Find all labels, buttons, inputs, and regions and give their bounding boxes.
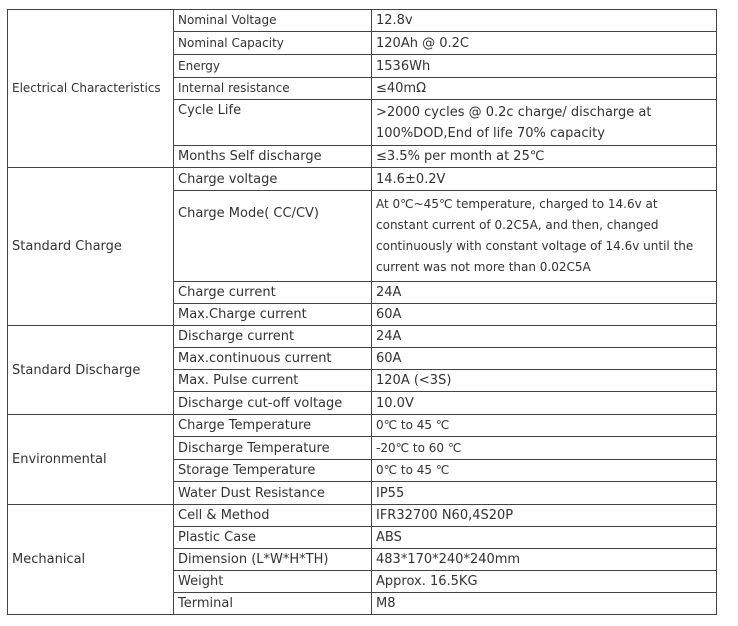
param-value: Approx. 16.5KG xyxy=(372,571,717,593)
param-name: Weight xyxy=(174,571,372,593)
param-name: Discharge current xyxy=(174,326,372,348)
param-name: Terminal xyxy=(174,593,372,615)
param-value: 10.0V xyxy=(372,392,717,415)
battery-spec-table xyxy=(7,9,717,615)
param-name: Water Dust Resistance xyxy=(174,482,372,505)
table-row xyxy=(8,168,717,191)
param-value: ≤40mΩ xyxy=(372,78,717,100)
param-name: Cell & Method xyxy=(174,505,372,527)
param-name: Max.Charge current xyxy=(174,304,372,326)
category-environmental: Environmental xyxy=(8,415,174,505)
category-standard-discharge: Standard Discharge xyxy=(8,326,174,415)
param-name: Cycle Life xyxy=(174,100,372,146)
param-value: 0℃ to 45 ℃ xyxy=(372,460,717,482)
param-name: Discharge cut-off voltage xyxy=(174,392,372,415)
param-name: Nominal Capacity xyxy=(174,32,372,55)
param-value: 120A (<3S) xyxy=(372,370,717,392)
param-value: 14.6±0.2V xyxy=(372,168,717,191)
table-row xyxy=(8,505,717,527)
param-value: At 0℃~45℃ temperature, charged to 14.6v at constant current of 0.2C5A, and then, changed continuously with constant voltage of 14.6v until the current was not more than 0.02C5A xyxy=(372,191,717,282)
param-name: Charge current xyxy=(174,282,372,304)
param-value: IFR32700 N60,4S20P xyxy=(372,505,717,527)
param-name: Charge Temperature xyxy=(174,415,372,437)
param-value: 12.8v xyxy=(372,10,717,32)
param-name: Max. Pulse current xyxy=(174,370,372,392)
param-name: Plastic Case xyxy=(174,527,372,549)
param-name: Energy xyxy=(174,55,372,78)
category-electrical: Electrical Characteristics xyxy=(8,10,174,168)
param-name: Discharge Temperature xyxy=(174,437,372,460)
param-value: -20℃ to 60 ℃ xyxy=(372,437,717,460)
category-mechanical: Mechanical xyxy=(8,505,174,615)
param-value: ABS xyxy=(372,527,717,549)
table-row xyxy=(8,326,717,348)
param-value: 120Ah @ 0.2C xyxy=(372,32,717,55)
param-name: Internal resistance xyxy=(174,78,372,100)
param-value: 483*170*240*240mm xyxy=(372,549,717,571)
param-name: Charge voltage xyxy=(174,168,372,191)
param-value: 24A xyxy=(372,282,717,304)
param-name: Nominal Voltage xyxy=(174,10,372,32)
param-value: 60A xyxy=(372,348,717,370)
param-name: Charge Mode( CC/CV) xyxy=(174,191,372,282)
param-value: M8 xyxy=(372,593,717,615)
param-value: ≤3.5% per month at 25℃ xyxy=(372,146,717,168)
param-value: 60A xyxy=(372,304,717,326)
category-standard-charge: Standard Charge xyxy=(8,168,174,326)
param-name: Max.continuous current xyxy=(174,348,372,370)
param-name: Months Self discharge xyxy=(174,146,372,168)
table-row xyxy=(8,10,717,32)
table-row xyxy=(8,415,717,437)
param-value: >2000 cycles @ 0.2c charge/ discharge at 100%DOD,End of life 70% capacity xyxy=(372,100,717,146)
param-value: 24A xyxy=(372,326,717,348)
param-name: Dimension (L*W*H*TH) xyxy=(174,549,372,571)
param-value: 1536Wh xyxy=(372,55,717,78)
param-value: 0℃ to 45 ℃ xyxy=(372,415,717,437)
param-value: IP55 xyxy=(372,482,717,505)
param-name: Storage Temperature xyxy=(174,460,372,482)
